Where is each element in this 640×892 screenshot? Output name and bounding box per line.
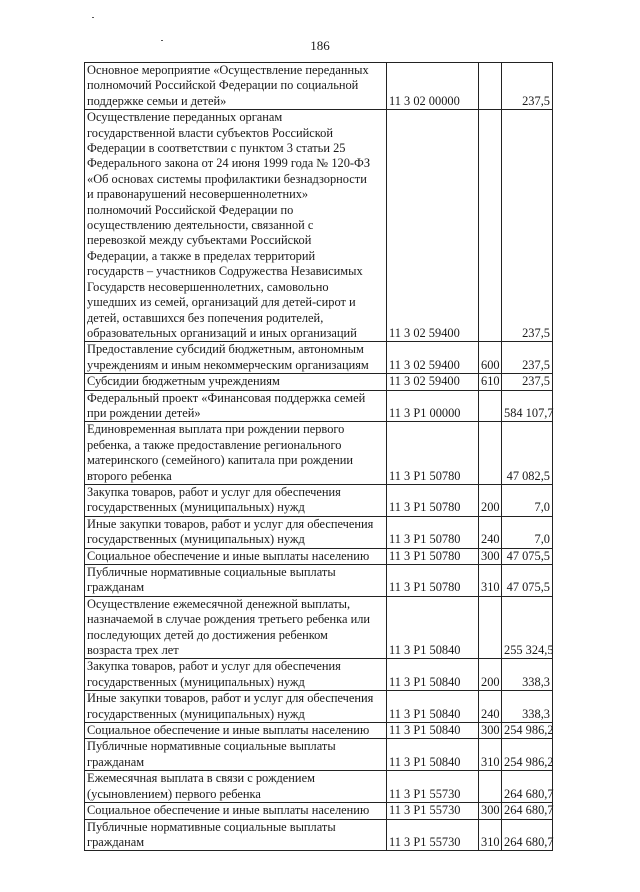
expense-type-cell: [479, 596, 502, 659]
amount-cell: 584 107,7: [502, 390, 553, 422]
amount-cell: 237,5: [502, 63, 553, 110]
table-row: [85, 565, 553, 597]
amount-cell: 237,5: [502, 342, 553, 374]
table-row: [85, 659, 553, 691]
expense-type-cell: 200: [479, 659, 502, 691]
expense-type-cell: [479, 110, 502, 342]
row-name-cell: Федеральный проект «Финансовая поддержка семей при рождении детей»: [85, 390, 387, 422]
table-row: [85, 548, 553, 564]
row-name-cell: Закупка товаров, работ и услуг для обеспечения государственных (муниципальных) нужд: [85, 659, 387, 691]
row-name-cell: Иные закупки товаров, работ и услуг для обеспечения государственных (муниципальных) нужд: [85, 516, 387, 548]
row-name-cell: Осуществление ежемесячной денежной выплаты, назначаемой в случае рождения третьего ребенка или последующих детей до достижения ребенком возраста трех лет: [85, 596, 387, 659]
amount-cell: 254 986,2: [502, 739, 553, 771]
row-name-cell: Единовременная выплата при рождении первого ребенка, а также предоставление регионального материнского (семейного) капитала при рождении второго ребенка: [85, 422, 387, 485]
expense-type-cell: [479, 771, 502, 803]
row-name-cell: Социальное обеспечение и иные выплаты населению: [85, 723, 387, 739]
expense-type-cell: 300: [479, 548, 502, 564]
table-row: [85, 374, 553, 390]
page-number: 186: [310, 38, 330, 53]
target-code-cell: 11 3 P1 50780: [387, 516, 479, 548]
row-name-cell: Ежемесячная выплата в связи с рождением (усыновлением) первого ребенка: [85, 771, 387, 803]
target-code-cell: 11 3 02 59400: [387, 342, 479, 374]
target-code-cell: 11 3 P1 50840: [387, 691, 479, 723]
row-name-cell: Осуществление переданных органам государственной власти субъектов Российской Федерации в соответствии с пунктом 3 статьи 25 Федерального закона от 24 июня 1999 года № 120-ФЗ «Об основах системы профилактики безнадзорности и правонарушений несовершеннолетних» полномочий Российской Федерации по осуществлению деятельности, связанной с перевозкой между субъектами Российской Федерации, а также в пределах территорий государств – участников Содружества Независимых Государств несовершеннолетних, самовольно ушедших из семей, организаций для детей-сирот и детей, оставшихся без попечения родителей, образовательных организаций и иных организаций: [85, 110, 387, 342]
target-code-cell: 11 3 P1 50780: [387, 548, 479, 564]
target-code-cell: 11 3 P1 55730: [387, 819, 479, 851]
expense-type-cell: 240: [479, 691, 502, 723]
row-name-cell: Предоставление субсидий бюджетным, автономным учреждениям и иным некоммерческим организациям: [85, 342, 387, 374]
target-code-cell: 11 3 P1 50840: [387, 739, 479, 771]
scan-speck: [92, 17, 94, 18]
target-code-cell: 11 3 02 59400: [387, 374, 479, 390]
amount-cell: 264 680,7: [502, 819, 553, 851]
expense-type-cell: 310: [479, 565, 502, 597]
target-code-cell: 11 3 P1 50780: [387, 484, 479, 516]
table-row: [85, 342, 553, 374]
expense-type-cell: [479, 63, 502, 110]
target-code-cell: 11 3 P1 50840: [387, 659, 479, 691]
row-name-cell: Основное мероприятие «Осуществление переданных полномочий Российской Федерации по социальной поддержке семьи и детей»: [85, 63, 387, 110]
row-name-cell: Социальное обеспечение и иные выплаты населению: [85, 548, 387, 564]
amount-cell: 237,5: [502, 110, 553, 342]
target-code-cell: 11 3 02 59400: [387, 110, 479, 342]
budget-table-body: [85, 63, 553, 851]
expense-type-cell: 200: [479, 484, 502, 516]
target-code-cell: 11 3 P1 55730: [387, 771, 479, 803]
table-row: [85, 771, 553, 803]
target-code-cell: 11 3 P1 50780: [387, 565, 479, 597]
expense-type-cell: 310: [479, 739, 502, 771]
table-row: [85, 739, 553, 771]
target-code-cell: 11 3 02 00000: [387, 63, 479, 110]
table-row: [85, 484, 553, 516]
expense-type-cell: 240: [479, 516, 502, 548]
row-name-cell: Закупка товаров, работ и услуг для обеспечения государственных (муниципальных) нужд: [85, 484, 387, 516]
target-code-cell: 11 3 P1 00000: [387, 390, 479, 422]
target-code-cell: 11 3 P1 50840: [387, 596, 479, 659]
expense-type-cell: [479, 422, 502, 485]
expense-type-cell: 600: [479, 342, 502, 374]
expense-type-cell: 300: [479, 803, 502, 819]
budget-table: [84, 62, 553, 851]
table-row: [85, 516, 553, 548]
amount-cell: 264 680,7: [502, 803, 553, 819]
row-name-cell: Публичные нормативные социальные выплаты гражданам: [85, 819, 387, 851]
table-row: [85, 596, 553, 659]
amount-cell: 254 986,2: [502, 723, 553, 739]
amount-cell: 47 075,5: [502, 565, 553, 597]
table-row: [85, 819, 553, 851]
row-name-cell: Субсидии бюджетным учреждениям: [85, 374, 387, 390]
table-row: [85, 691, 553, 723]
row-name-cell: Публичные нормативные социальные выплаты гражданам: [85, 565, 387, 597]
amount-cell: 47 082,5: [502, 422, 553, 485]
amount-cell: 264 680,7: [502, 771, 553, 803]
amount-cell: 7,0: [502, 516, 553, 548]
expense-type-cell: 610: [479, 374, 502, 390]
row-name-cell: Социальное обеспечение и иные выплаты населению: [85, 803, 387, 819]
row-name-cell: Иные закупки товаров, работ и услуг для обеспечения государственных (муниципальных) нужд: [85, 691, 387, 723]
target-code-cell: 11 3 P1 50780: [387, 422, 479, 485]
table-row: [85, 723, 553, 739]
table-row: [85, 422, 553, 485]
target-code-cell: 11 3 P1 55730: [387, 803, 479, 819]
amount-cell: 47 075,5: [502, 548, 553, 564]
amount-cell: 255 324,5: [502, 596, 553, 659]
amount-cell: 338,3: [502, 691, 553, 723]
target-code-cell: 11 3 P1 50840: [387, 723, 479, 739]
table-row: [85, 63, 553, 110]
table-row: [85, 110, 553, 342]
row-name-cell: Публичные нормативные социальные выплаты гражданам: [85, 739, 387, 771]
expense-type-cell: 300: [479, 723, 502, 739]
amount-cell: 237,5: [502, 374, 553, 390]
table-row: [85, 390, 553, 422]
amount-cell: 338,3: [502, 659, 553, 691]
expense-type-cell: 310: [479, 819, 502, 851]
amount-cell: 7,0: [502, 484, 553, 516]
expense-type-cell: [479, 390, 502, 422]
table-row: [85, 803, 553, 819]
